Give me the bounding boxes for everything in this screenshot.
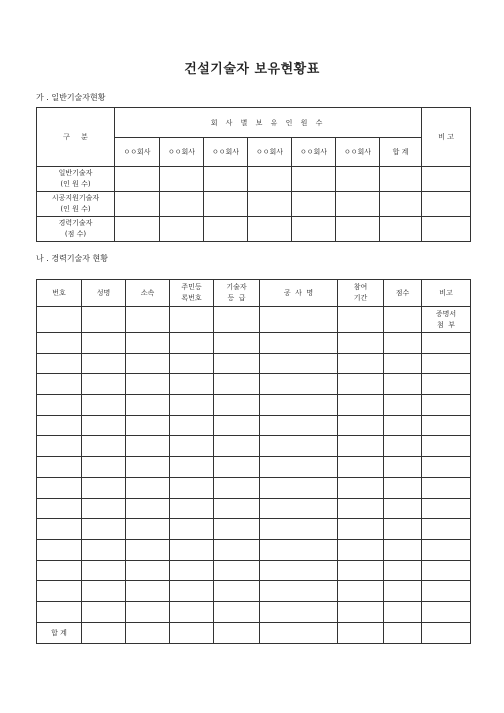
- table-cell: [422, 581, 471, 602]
- table-cell: [260, 415, 338, 436]
- section-a-heading: 가 . 일반기술자현황: [36, 93, 106, 102]
- table-cell: [338, 374, 384, 395]
- table-cell: [82, 560, 126, 581]
- attachment-note: 증명서 첨 부: [422, 307, 471, 333]
- table-cell: [260, 560, 338, 581]
- table-cell: [126, 477, 170, 498]
- table-cell: [82, 436, 126, 457]
- table-row: [37, 581, 471, 602]
- table-cell: [214, 457, 260, 478]
- row-label: 경력기술자 (점 수): [37, 217, 115, 242]
- table-cell: [384, 539, 422, 560]
- table-cell: [260, 374, 338, 395]
- table-cell: [338, 539, 384, 560]
- table-row: [37, 539, 471, 560]
- table-cell: [260, 601, 338, 622]
- table-cell: [37, 601, 82, 622]
- table-cell: [37, 436, 82, 457]
- table-cell: [170, 353, 214, 374]
- table-cell: [82, 477, 126, 498]
- col-remarks: 비고: [422, 280, 471, 307]
- table-cell: [82, 457, 126, 478]
- table-cell: [422, 539, 471, 560]
- table-row: [37, 395, 471, 416]
- table-cell: [82, 601, 126, 622]
- table-cell: [338, 353, 384, 374]
- table-cell: [126, 539, 170, 560]
- total-row: [37, 622, 471, 643]
- table-cell: [260, 436, 338, 457]
- table-cell: [260, 353, 338, 374]
- table-cell: [170, 457, 214, 478]
- table-cell: [170, 498, 214, 519]
- table-cell: [384, 353, 422, 374]
- row-label: 시공지원기술자 (인 원 수): [37, 192, 115, 217]
- table-cell: [126, 457, 170, 478]
- table-cell: [260, 581, 338, 602]
- table-cell: [214, 395, 260, 416]
- table-cell: [384, 333, 422, 354]
- table-cell: [37, 560, 82, 581]
- col-affiliation: 소속: [126, 280, 170, 307]
- table-row: [37, 374, 471, 395]
- table-cell: [126, 601, 170, 622]
- table-row: [37, 477, 471, 498]
- table-cell: [37, 498, 82, 519]
- table-cell: [384, 498, 422, 519]
- table-cell: [82, 415, 126, 436]
- table-cell: [214, 498, 260, 519]
- table-cell: [422, 436, 471, 457]
- table-cell: [422, 457, 471, 478]
- table-cell: [82, 498, 126, 519]
- table-cell: [37, 477, 82, 498]
- table-cell: [338, 457, 384, 478]
- table-cell: [338, 519, 384, 540]
- table-cell: [422, 498, 471, 519]
- table-row: [37, 353, 471, 374]
- table-cell: [214, 477, 260, 498]
- col-no: 번호: [37, 280, 82, 307]
- table-cell: [37, 539, 82, 560]
- general-technicians-table: [36, 107, 471, 242]
- table-row: [37, 307, 471, 333]
- table-cell: [37, 457, 82, 478]
- table-cell: [260, 498, 338, 519]
- table-cell: [260, 477, 338, 498]
- table-cell: [422, 353, 471, 374]
- table-cell: [37, 519, 82, 540]
- table-cell: [170, 395, 214, 416]
- table-cell: [260, 395, 338, 416]
- category-header: 구 분: [37, 108, 115, 167]
- company-group-header: 회 사 별 보 유 인 원 수: [115, 108, 422, 138]
- table-cell: [422, 477, 471, 498]
- table-cell: [126, 374, 170, 395]
- table-cell: [170, 581, 214, 602]
- remarks-header: 비 고: [422, 108, 471, 167]
- table-cell: [214, 539, 260, 560]
- table-cell: [170, 436, 214, 457]
- table-cell: [170, 415, 214, 436]
- table-cell: [82, 581, 126, 602]
- company-col-header: ㅇㅇ회사: [248, 138, 292, 167]
- table-cell: [384, 374, 422, 395]
- table-cell: [37, 374, 82, 395]
- table-cell: [384, 415, 422, 436]
- row-label: 일반기술자 (인 원 수): [37, 167, 115, 192]
- table-cell: [338, 333, 384, 354]
- table-cell: [338, 581, 384, 602]
- table-cell: [384, 477, 422, 498]
- company-col-header: ㅇㅇ회사: [336, 138, 380, 167]
- col-rrn: 주민등 록번호: [170, 280, 214, 307]
- table-cell: [384, 519, 422, 540]
- company-col-header: ㅇㅇ회사: [292, 138, 336, 167]
- table-row: [37, 601, 471, 622]
- table-cell: [384, 601, 422, 622]
- table-cell: [422, 374, 471, 395]
- table-cell: [126, 519, 170, 540]
- table-cell: [214, 353, 260, 374]
- table-cell: [126, 581, 170, 602]
- table-cell: [338, 477, 384, 498]
- table-row: [37, 415, 471, 436]
- table-cell: [422, 415, 471, 436]
- table-row: [37, 333, 471, 354]
- col-grade: 기술자 등 급: [214, 280, 260, 307]
- section-b-heading: 나 . 경력기술자 현황: [36, 254, 108, 263]
- table-cell: [214, 415, 260, 436]
- table-cell: [384, 457, 422, 478]
- table-cell: [338, 436, 384, 457]
- table-row: [37, 498, 471, 519]
- table-cell: [82, 374, 126, 395]
- table-cell: [170, 519, 214, 540]
- col-score: 점수: [384, 280, 422, 307]
- table-cell: [126, 415, 170, 436]
- table-cell: [384, 581, 422, 602]
- col-project: 공 사 명: [260, 280, 338, 307]
- table-cell: [422, 333, 471, 354]
- table-cell: [422, 395, 471, 416]
- table-cell: [170, 601, 214, 622]
- table-cell: [422, 560, 471, 581]
- table-cell: [126, 353, 170, 374]
- table-row: [37, 560, 471, 581]
- table-cell: [260, 539, 338, 560]
- table-cell: [214, 581, 260, 602]
- table-cell: [170, 374, 214, 395]
- col-name: 성명: [82, 280, 126, 307]
- table-cell: [37, 395, 82, 416]
- table-row: [37, 519, 471, 540]
- table-cell: [384, 436, 422, 457]
- company-col-header: ㅇㅇ회사: [160, 138, 204, 167]
- career-technicians-table: [36, 279, 471, 644]
- table-cell: [260, 333, 338, 354]
- table-cell: [214, 374, 260, 395]
- table-cell: [170, 477, 214, 498]
- table-row: [37, 457, 471, 478]
- table-cell: [82, 333, 126, 354]
- company-col-header: ㅇㅇ회사: [115, 138, 160, 167]
- table-cell: [384, 560, 422, 581]
- table-cell: [338, 601, 384, 622]
- table-cell: [260, 457, 338, 478]
- table-cell: [170, 333, 214, 354]
- total-label: 합 계: [37, 622, 82, 643]
- table-cell: [338, 498, 384, 519]
- table-cell: [126, 395, 170, 416]
- page-title: 건설기술자 보유현황표: [184, 62, 320, 77]
- table-cell: [82, 353, 126, 374]
- table-cell: [126, 498, 170, 519]
- table-cell: [260, 519, 338, 540]
- table-cell: [126, 333, 170, 354]
- col-period: 참여 기간: [338, 280, 384, 307]
- table-cell: [82, 519, 126, 540]
- table-cell: [422, 519, 471, 540]
- total-col-header: 합 계: [380, 138, 422, 167]
- table-cell: [214, 333, 260, 354]
- table-cell: [37, 353, 82, 374]
- table-row: [37, 436, 471, 457]
- table-cell: [338, 415, 384, 436]
- table-cell: [214, 601, 260, 622]
- table-cell: [126, 436, 170, 457]
- table-cell: [214, 436, 260, 457]
- table-cell: [37, 415, 82, 436]
- table-cell: [338, 560, 384, 581]
- table-cell: [214, 560, 260, 581]
- table-cell: [422, 601, 471, 622]
- table-cell: [338, 395, 384, 416]
- table-cell: [37, 333, 82, 354]
- table-cell: [170, 560, 214, 581]
- table-cell: [126, 560, 170, 581]
- table-cell: [214, 519, 260, 540]
- table-cell: [170, 539, 214, 560]
- table-cell: [37, 581, 82, 602]
- table-cell: [82, 395, 126, 416]
- company-col-header: ㅇㅇ회사: [204, 138, 248, 167]
- table-cell: [384, 395, 422, 416]
- table-cell: [82, 539, 126, 560]
